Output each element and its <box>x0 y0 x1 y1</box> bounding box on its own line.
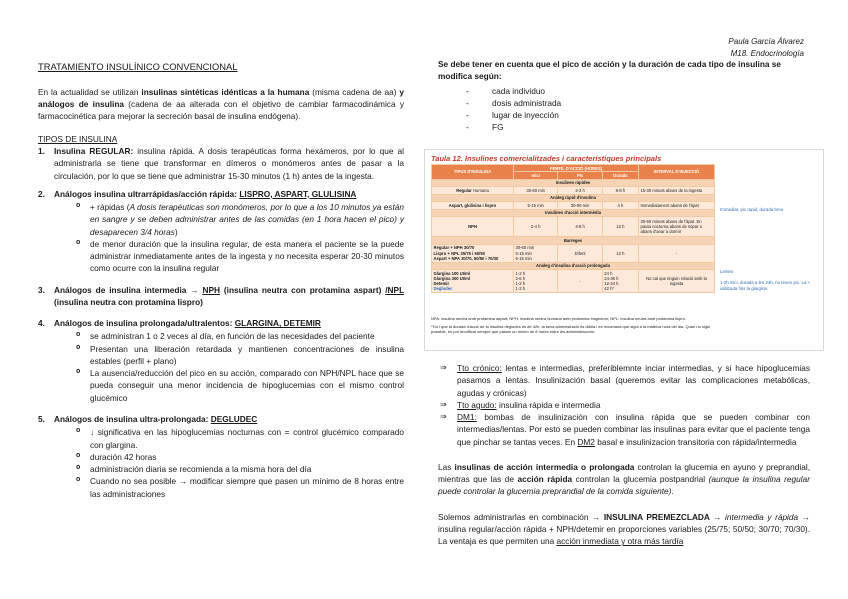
treatment-label: Tto agudo: <box>457 399 497 410</box>
table-cell <box>432 217 514 237</box>
author-name: Paula García Álvarez <box>728 37 804 46</box>
author-course: M18. Endocrinología <box>730 48 804 58</box>
table-row <box>432 217 715 237</box>
para-italic: intermedia y rápida <box>725 511 799 522</box>
table-row <box>432 209 715 216</box>
table-note: NPA: insulina neutra amb protamina aspart; NPH: insulina neutra humana amb protamina Hagedorn; NPL: insulina neutra amb protamina lispro. <box>431 316 686 321</box>
bullet-icon: o <box>76 427 81 435</box>
insulin-types-list <box>38 145 404 500</box>
sub-text: duración 42 horas <box>90 451 157 462</box>
item-text: insulina rápida. A dosis terapéuticas forma hexámeros, por lo que al administrarla se tiene que transformar en dímeros o monómeros antes de pasar a la circulación, por lo que se tiene que administrar 15-30 minutos (1 h) antes de la ingesta. <box>54 145 404 181</box>
right-column-bottom <box>438 362 810 547</box>
section-title: TRATAMIENTO INSULÍNICO CONVENCIONAL <box>38 61 238 72</box>
intro-bold-2: y análogos de insulina <box>38 86 404 110</box>
para-text: → insulina regular/acción rápida + NPH/detemir en proporciones variables (25/75; 50/50; 30/70; 70/30). La ventaja es que permiten una <box>438 511 811 547</box>
cell-text: 12-24 h <box>604 281 619 287</box>
sub-text: Cuando no sea posible → modificar siempre que pasen un mínimo de 8 horas entre las administraciones <box>90 476 404 499</box>
list-item <box>38 188 404 275</box>
bullet-icon: o <box>76 202 81 210</box>
cell-text: Aspart, glulisina i lispro <box>448 202 497 208</box>
dash-glyph: - <box>466 122 469 133</box>
sub-text: Presentan una liberación retardada y mantienen concentraciones de insulina estables (perfil + plano) <box>90 343 404 366</box>
bullet-icon: o <box>76 464 81 472</box>
factor-text: dosis administrada <box>492 97 562 108</box>
arrow-icon: ⇒ <box>440 412 447 422</box>
table-header: Durada <box>602 172 638 179</box>
table-cell: Immediatament abans de l'àpat <box>639 202 715 209</box>
table-row <box>432 262 715 269</box>
item-heading: Insulina REGULAR: <box>54 145 134 156</box>
para-text: controlan la glucemia en ayuno y preprandial, mientras que las de <box>438 461 811 485</box>
cell-text: 30-60 min <box>515 245 535 251</box>
cell-text: 42 h* <box>604 286 615 292</box>
table-cell: 30-60 minuts abans de l'àpat. En pauta nocturna abans de sopar o abans d'anar a dormir <box>639 217 715 237</box>
sub-item <box>54 201 404 238</box>
para-text: . <box>671 486 674 497</box>
table-section: Barreges <box>432 237 715 244</box>
item-heading <box>54 285 404 307</box>
treatment-label: Tto crónico: <box>457 363 502 373</box>
intro-bold-1: insulinas sintéticas idénticas a la humana <box>141 86 310 97</box>
table-row <box>432 237 715 244</box>
intro-paragraph <box>38 86 404 123</box>
para-bold: acción rápida <box>517 474 573 485</box>
table-header: TIPUS D'INSULINA <box>432 165 514 180</box>
bullet-icon: o <box>76 343 81 351</box>
sub-list <box>54 201 404 275</box>
list-item <box>38 145 404 182</box>
table-cell: Diferit <box>558 244 602 262</box>
table-cell: 5-15 min <box>514 202 558 209</box>
cell-text: 5-15 min <box>515 250 532 256</box>
treatment-text: lentas e intermedias, preferiblemnte inciar intermedias, y si hace hipoglucemias pasamos a lentas. Insulinización basal (queremos evitar las complicaciones metabólicas, agudas y crónicas) <box>457 363 810 398</box>
bullet-icon: o <box>76 476 81 484</box>
sub-text: + rápidas ( <box>90 202 130 213</box>
cell-text: 1-2 h <box>515 286 526 292</box>
tipos-heading: TIPOS DE INSULINA <box>38 133 118 144</box>
sub-text: administración diaria se recomienda a la misma hora del día <box>90 464 312 475</box>
item-heading: Análogos de insulina ultra-prolongada: <box>54 414 211 425</box>
item-nph: NPH <box>202 284 220 295</box>
table-row <box>432 179 715 186</box>
arrow-icon: ⇒ <box>440 363 447 372</box>
left-column <box>38 58 404 506</box>
table-cell <box>432 270 514 293</box>
factors-list <box>438 85 810 134</box>
para-text: Solemos administrarlas en combinación → <box>438 511 604 522</box>
item-number: 1. <box>38 145 45 156</box>
factor-item <box>438 109 810 121</box>
para-underline: acción inmediata y otra más tardía <box>556 536 684 547</box>
table-cell: 4-8 h <box>558 217 602 237</box>
table-header: Pic <box>558 172 602 179</box>
bullet-icon: o <box>76 331 81 339</box>
factor-text: lugar de inyección <box>492 110 559 121</box>
intro-text-3: (cadena de aa alterada con el objetivo de cambiar farmacodinámica y farmacocinética para mejorar la secreción basal de insulina endógena). <box>38 99 404 122</box>
list-item <box>38 413 404 500</box>
table-cell <box>432 187 514 194</box>
bullet-icon: o <box>76 451 81 459</box>
factors-heading: Se debe tener en cuenta que el pico de acción y la duración de cada tipo de insulina se modifica según: <box>438 59 782 82</box>
table-row <box>432 244 715 262</box>
cell-text: 24 h <box>604 270 613 276</box>
side-note: Lentes <box>720 269 734 274</box>
cell-text: 5-15 min <box>515 255 532 261</box>
treatment-item <box>438 362 810 399</box>
insulin-table-figure <box>424 149 824 351</box>
treatment-list <box>438 362 810 448</box>
table-row <box>432 187 715 194</box>
table-cell <box>514 244 558 262</box>
cell-text: Humana <box>472 187 489 193</box>
bullet-icon: o <box>76 368 81 376</box>
cell-text: 24-36 h <box>604 275 619 281</box>
cell-text: NPH <box>468 224 477 230</box>
sub-text: ) <box>174 226 178 237</box>
table-cell <box>602 270 638 293</box>
bullet-icon: o <box>76 238 81 246</box>
item-mid: (insulina neutra con protamina aspart) <box>220 284 386 295</box>
table-caption: Taula 12. Insulines comercialitzades i característiques principals <box>431 154 662 163</box>
sub-item <box>54 463 404 475</box>
table-cell: 2-4 h <box>514 217 558 237</box>
sub-item <box>54 330 404 342</box>
table-row <box>432 202 715 209</box>
table-section: Insulines d'acció intermèdia <box>432 209 715 216</box>
table-section: Insulines ràpides <box>432 179 715 186</box>
sub-item <box>54 238 404 275</box>
para-text: controlan la glucemia postpandrial <box>572 474 709 485</box>
treatment-dm2: DM2 <box>577 436 595 447</box>
sub-item <box>54 367 404 404</box>
item-number: 3. <box>38 284 45 295</box>
para-bold: insulinas de acción intermedia o prolongada <box>454 461 635 472</box>
cell-text: Detemir <box>433 281 450 287</box>
table-cell: 30-90 min <box>558 202 602 209</box>
intro-text-1: En la actualidad se utilizan <box>38 86 142 97</box>
dash-glyph: - <box>466 85 469 96</box>
table-cell: 12 h <box>602 217 638 237</box>
cell-text: Glargina 300 UI/ml <box>433 275 471 281</box>
item-heading: Análogos insulina ultrarrápidas/acción rápida: <box>54 188 240 199</box>
treatment-item <box>438 399 810 411</box>
factor-text: cada individuo <box>492 85 546 96</box>
item-end: (insulina neutra con protamina lispro) <box>54 296 203 307</box>
item-names: LISPRO, ASPART, GLULISINA <box>239 188 357 199</box>
sub-text: se administran 1 o 2 veces al día, en función de las necesidades del paciente <box>90 331 375 342</box>
table-cell <box>432 202 514 209</box>
treatment-text: insulina rápida e intermedia <box>496 399 601 410</box>
cell-text: Glargina 100 UI/ml <box>433 270 471 276</box>
cell-text: Degludec <box>433 286 453 292</box>
table-row <box>432 165 715 172</box>
sub-text-italic: A dosis terapéuticas son monómeros, por lo que a los 10 minutos ya están en sangre y se deben administrar antes de las comidas (en 1 hora hacen el pico) y desaparecen 3/4 horas <box>90 202 404 237</box>
factor-item <box>438 97 810 109</box>
dash-glyph: - <box>466 110 469 121</box>
right-column-top <box>438 58 810 134</box>
table-cell: No cal que tinguin relació amb la ingesta <box>639 270 715 293</box>
item-npl: /NPL <box>385 284 404 295</box>
sub-item <box>54 475 404 500</box>
cell-text: Lispro + NPL 25/75 i 50/50 <box>433 250 485 256</box>
para-bold: INSULINA PREMEZCLADA → <box>603 511 726 522</box>
cell-text: Regular + NPH 30/70 <box>433 245 475 251</box>
combination-paragraph <box>438 511 810 548</box>
item-number: 5. <box>38 414 45 425</box>
table-section: Anàleg ràpid d'insulina <box>432 194 715 201</box>
item-heading-text: Análogos de insulina intermedia → <box>54 284 203 295</box>
table-header: INTERVAL D'INJECCIÓ <box>639 165 715 180</box>
table-cell: - <box>639 244 715 262</box>
table-row <box>432 270 715 293</box>
table-cell: 12 h <box>602 244 638 262</box>
table-note: *Tot i que la durada d'acció de la insulina degludec és de 42h, la seva administració és diària i es recomana que sigui a la mateixa hora del dia. Quan no sigui possible, es pot modificar sempre que passin un mínim de 8 hores entre les administracions. <box>431 324 711 335</box>
list-item <box>38 317 404 404</box>
dash-glyph: - <box>466 97 469 108</box>
table-cell <box>432 244 514 262</box>
sub-text: ↓ significativa en las hipoglucemias nocturnas con = control glucémico comparado con glargina. <box>90 427 404 450</box>
table-notes <box>431 316 717 335</box>
factor-text: FG <box>492 122 504 133</box>
item-number: 4. <box>38 318 45 329</box>
table-row <box>432 194 715 201</box>
table-cell: 4 h <box>602 202 638 209</box>
cell-text: 1-2 h <box>515 270 526 276</box>
sub-item <box>54 426 404 451</box>
sub-text: de menor duración que la insulina regular, de esta manera el paciente se la puede administrar inmediatamente antes de la ingesta y no necesita esperar 20-30 minutos como ocurre con la insulina regular <box>90 238 404 274</box>
table-header: PERFIL D'ACCIÓ (HORES) <box>514 165 639 172</box>
cell-text: 1-2 h <box>515 281 526 287</box>
table-cell: - <box>558 270 602 293</box>
treatment-label: DM1: <box>457 412 477 423</box>
sub-list <box>54 426 404 500</box>
factor-item <box>438 121 810 133</box>
action-paragraph <box>438 461 810 498</box>
treatment-item <box>438 411 810 448</box>
sub-text: La ausencia/reducción del pico en su acción, comparado con NPH/NPL hace que se pueda conseguir una menor incidencia de hipoglucemias con el mismo control glucémico <box>90 368 404 403</box>
side-note: Immediat, pic rapid, durada breu <box>720 207 784 212</box>
intro-text-2: (misma cadena de aa) <box>309 86 400 97</box>
sub-list <box>54 330 404 404</box>
author-block <box>728 36 804 59</box>
table-header: Inici <box>514 172 558 179</box>
sub-item <box>54 343 404 368</box>
table-cell <box>514 270 558 293</box>
item-names: GLARGINA, DETEMIR <box>234 318 321 329</box>
side-note: 1-2h inici, durada a les 24h, no tenen pic. La + utilitzada fins la glargina. <box>720 280 811 291</box>
list-item <box>38 284 404 309</box>
item-names: DEGLUDEC <box>210 414 258 425</box>
table-cell: 30-60 min <box>514 187 558 194</box>
table-cell: 6-8 h <box>602 187 638 194</box>
table-section: Anàleg d'insulina d'acció prolongada <box>432 262 715 269</box>
treatment-text: bombas de insulinización con insulina rápida que se pueden combinar con intermedias/lentas. Por esto se pueden combinar las insulinas para evitar que el paciente tenga que pinchar se tantas veces. En <box>457 412 810 447</box>
item-heading: Análogos de insulina prolongada/ultralentos: <box>54 318 235 329</box>
table-cell: 2-3 h <box>558 187 602 194</box>
arrow-icon: ⇒ <box>440 399 447 409</box>
cell-text: Aspart + NPA 30/70, 50/50 i 70/30 <box>433 255 499 261</box>
cell-text: Regular <box>456 187 472 193</box>
table-cell: 15-30 minuts abans de la ingesta <box>639 187 715 194</box>
sub-item <box>54 451 404 463</box>
item-number: 2. <box>38 188 45 199</box>
factor-item <box>438 85 810 97</box>
treatment-text: basal e insulinizacion transitoria con rápida/intermedia <box>594 436 797 447</box>
insulin-table <box>431 164 715 293</box>
para-italic: (aunque la insulina regular puede controlar la glucemia preprandial de la comida siguiente) <box>438 474 810 497</box>
para-text: Las <box>438 461 455 472</box>
cell-text: 2-6 h <box>515 275 526 281</box>
